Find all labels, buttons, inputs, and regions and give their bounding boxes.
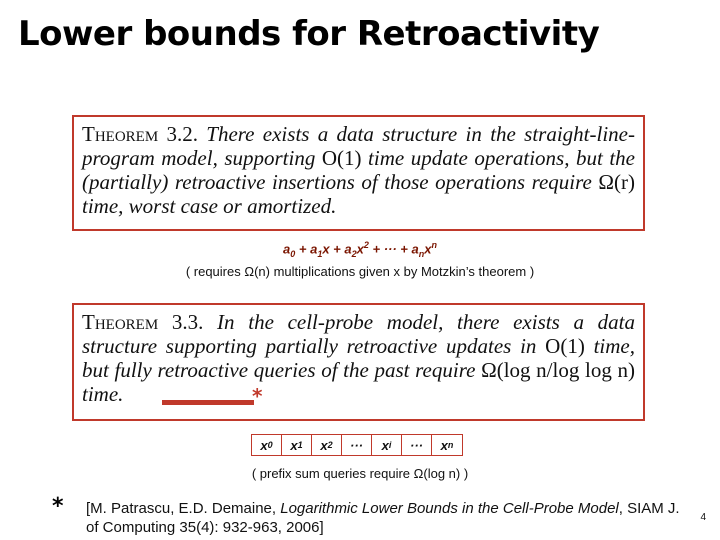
array-cell — [432, 435, 462, 455]
array-cell — [282, 435, 312, 455]
theorem-math: Ω(log n/log log n) — [481, 358, 636, 382]
theorem-heading: Theorem 3.3. — [82, 310, 204, 334]
cell-variable: x — [440, 437, 448, 453]
footnote-star: * — [52, 494, 64, 519]
theorem-3-3-box — [72, 303, 645, 421]
poly-sup: 2 — [363, 240, 369, 250]
cell-variable: x — [290, 437, 298, 453]
reference-citation — [86, 499, 686, 537]
citation-text: , SIAM J. of Computing 35(4): 932-963, 2006] — [86, 500, 680, 536]
theorem-heading: Theorem 3.2. — [82, 122, 198, 146]
citation-title: Logarithmic Lower Bounds in the Cell-Probe Model — [280, 500, 619, 517]
motzkin-note: ( requires Ω(n) multiplications given x by Motzkin’s theorem ) — [185, 264, 535, 279]
poly-term: x + — [322, 241, 345, 257]
theorem-text: time, worst case or amortized. — [82, 194, 337, 218]
cell-variable: ··· — [410, 437, 423, 453]
cell-subscript: 1 — [297, 440, 303, 450]
poly-term: a — [283, 241, 291, 257]
poly-sub: 2 — [351, 248, 357, 259]
poly-term: + — [295, 241, 311, 257]
array-cell — [372, 435, 402, 455]
poly-sub: 0 — [290, 248, 296, 259]
poly-term: a — [411, 241, 419, 257]
cell-variable: x — [260, 437, 268, 453]
theorem-text: time, but fully retroactive queries of the past require — [82, 334, 635, 382]
theorem-3-2-box — [72, 115, 645, 231]
footnote-marker: * — [252, 384, 263, 408]
poly-sub: n — [418, 248, 425, 259]
theorem-text: time update operations, but the (partially) retroactive insertions of those operations require — [82, 146, 635, 194]
prefix-sum-array — [251, 434, 463, 456]
array-cell — [342, 435, 372, 455]
poly-term: + ··· + — [368, 241, 412, 257]
cell-subscript: n — [447, 440, 454, 450]
poly-term: a — [344, 241, 352, 257]
theorem-text: In the cell-probe model, there exists a data structure supporting partially retroactive updates in — [82, 310, 635, 358]
cell-subscript: i — [388, 440, 392, 450]
poly-term: a — [310, 241, 318, 257]
cell-variable: ··· — [350, 437, 363, 453]
cell-subscript: 2 — [327, 440, 333, 450]
array-cell — [252, 435, 282, 455]
theorem-text: time. — [82, 382, 124, 406]
cell-variable: x — [381, 437, 389, 453]
array-cell — [402, 435, 432, 455]
polynomial-expression — [0, 240, 720, 259]
poly-term: x — [424, 241, 432, 257]
cell-variable: x — [320, 437, 328, 453]
poly-sub: 1 — [317, 248, 323, 259]
page-number: 4 — [700, 512, 706, 523]
poly-term: x — [356, 241, 364, 257]
theorem-text: There exists a data structure in the straight-line-program model, supporting — [82, 122, 635, 170]
theorem-math: Ω(r) — [598, 170, 635, 194]
theorem-math: O(1) — [545, 334, 585, 358]
theorem-math: O(1) — [321, 146, 362, 170]
citation-text: [M. Patrascu, E.D. Demaine, — [86, 500, 281, 517]
prefix-sum-note: ( prefix sum queries require Ω(log n) ) — [251, 466, 469, 481]
array-cell — [312, 435, 342, 455]
strikethrough-bar — [162, 400, 254, 405]
poly-sup: n — [431, 240, 437, 250]
slide-title: Lower bounds for Retroactivity — [18, 14, 600, 54]
cell-subscript: 0 — [267, 440, 273, 450]
